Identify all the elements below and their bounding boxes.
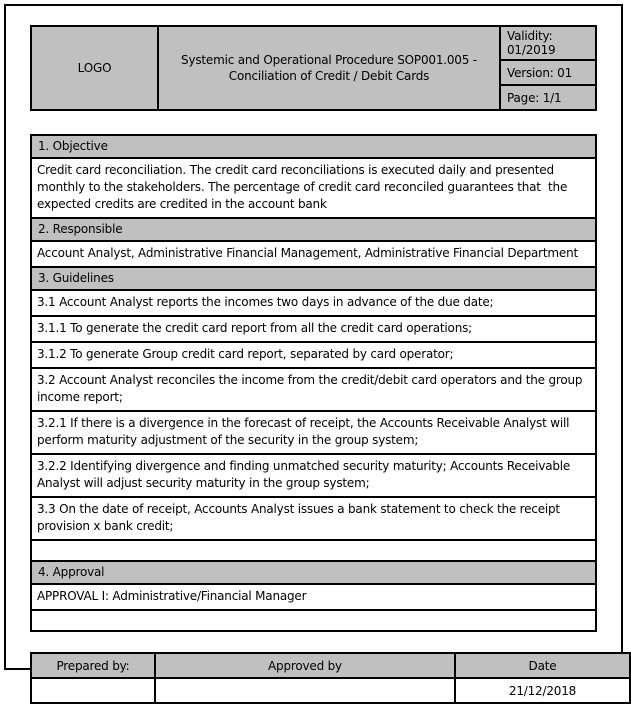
empty-row	[31, 610, 596, 631]
section-table	[30, 560, 597, 632]
section-heading: 1. Objective	[31, 135, 596, 158]
version-cell: Version: 01	[500, 60, 596, 85]
empty-row	[31, 540, 596, 561]
section-row: 3.2.2 Identifying divergence and finding unmatched security maturity; Accounts Receivable Analyst will adjust security maturity in the group system;	[31, 454, 596, 497]
document-page	[4, 4, 623, 698]
sections-container	[30, 134, 597, 632]
approved-by-value	[155, 678, 455, 703]
section-row: APPROVAL I: Administrative/Financial Manager	[31, 584, 596, 610]
section-heading: 2. Responsible	[31, 218, 596, 241]
date-header: Date	[455, 653, 630, 678]
section-row: 3.2 Account Analyst reconciles the income from the credit/debit card operators and the group income report;	[31, 368, 596, 411]
document-header-table	[30, 25, 597, 111]
section-row: 3.3 On the date of receipt, Accounts Analyst issues a bank statement to check the receipt provision x bank credit;	[31, 497, 596, 540]
section-row: 3.1 Account Analyst reports the incomes two days in advance of the due date;	[31, 290, 596, 316]
section-row: 3.1.2 To generate Group credit card report, separated by card operator;	[31, 342, 596, 368]
logo-cell: LOGO	[31, 26, 158, 110]
approved-by-header: Approved by	[155, 653, 455, 678]
validity-cell: Validity: 01/2019	[500, 26, 596, 60]
section-heading: 4. Approval	[31, 561, 596, 584]
document-title: Systemic and Operational Procedure SOP001.005 - Conciliation of Credit / Debit Cards	[158, 26, 500, 110]
section-heading: 3. Guidelines	[31, 267, 596, 290]
prepared-by-value	[31, 678, 155, 703]
date-value: 21/12/2018	[455, 678, 630, 703]
prepared-by-header: Prepared by:	[31, 653, 155, 678]
page-number-cell: Page: 1/1	[500, 85, 596, 110]
section-row: Credit card reconciliation. The credit card reconciliations is executed daily and presented monthly to the stakeholders. The percentage of credit card reconciled guarantees that the expected credits are credited in the account bank	[31, 158, 596, 218]
section-row: 3.2.1 If there is a divergence in the forecast of receipt, the Accounts Receivable Analyst will perform maturity adjustment of the security in the group system;	[31, 411, 596, 454]
signature-table	[30, 652, 631, 704]
section-table	[30, 266, 597, 562]
section-row: Account Analyst, Administrative Financial Management, Administrative Financial Department	[31, 241, 596, 267]
section-row: 3.1.1 To generate the credit card report from all the credit card operations;	[31, 316, 596, 342]
section-table	[30, 134, 597, 219]
section-table	[30, 217, 597, 268]
